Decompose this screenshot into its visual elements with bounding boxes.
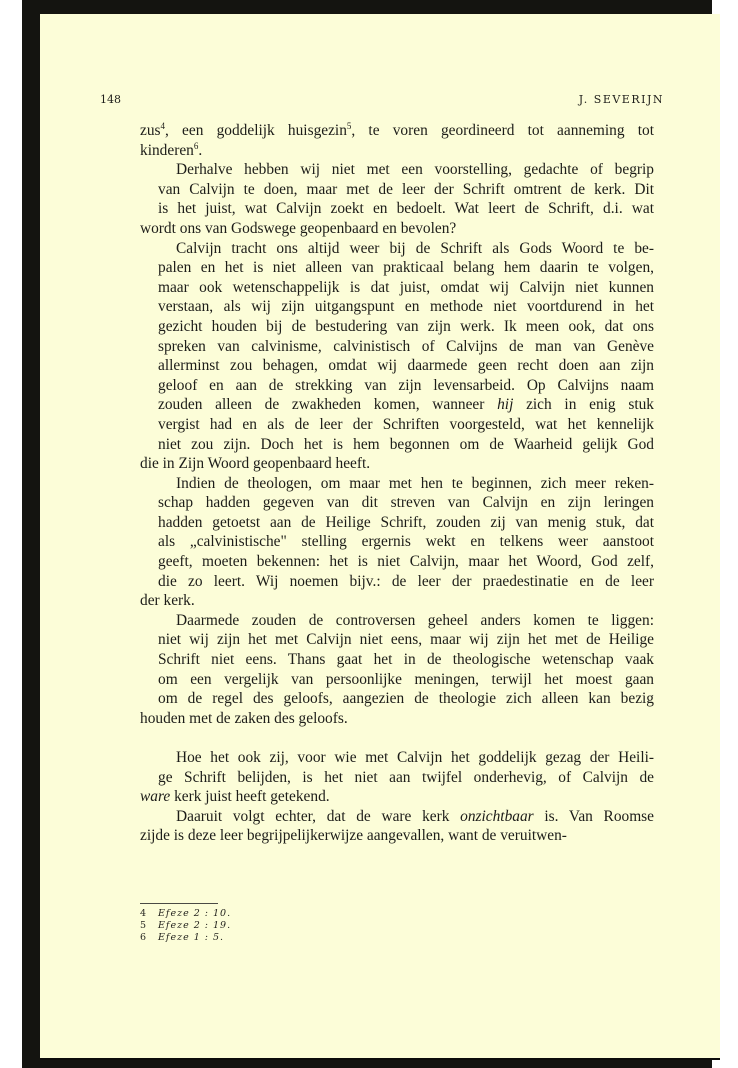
text-line: zus$^4$, een goddelijk huisgezin$^5$, te voren geordineerd tot aanneming tot (140, 121, 654, 139)
text-line: maar ook wetenschappelijk is dat juist, omdat wij Calvijn niet kunnen (158, 278, 654, 296)
text-line: wordt ons van Godswege geopenbaard en bevolen? (140, 219, 457, 237)
footnote-marker: 5 (346, 121, 352, 131)
footnote (140, 920, 340, 932)
text-line: hadden getoetst aan de Heilige Schrift, zouden zij van menig stuk, dat (158, 513, 654, 531)
text-line: zouden alleen de zwakheden komen, wanneer hij zich in enig stuk (158, 396, 654, 414)
body-text (140, 121, 654, 846)
text-line: niet zou zijn. Doch het is hem begonnen om de Waarheid gelijk God (158, 435, 654, 453)
paragraph (140, 239, 654, 474)
footnote-number: 6 (140, 932, 147, 943)
text-line: Daarmede zouden de controversen geheel anders komen te liggen: (176, 611, 654, 629)
paragraph (140, 611, 654, 729)
footnote-number: 5 (140, 920, 147, 931)
text-line: geloof en aan de strekking van zijn levensarbeid. Op Calvijns naam (158, 376, 654, 394)
text-line: Derhalve hebben wij niet met een voorstelling, gedachte of begrip (176, 161, 654, 179)
text-line: kinderen$^6$. (140, 140, 203, 159)
emphasis: ware (140, 788, 171, 806)
text-line: van Calvijn te doen, maar met de leer der Schrift omtrent de kerk. Dit (158, 180, 654, 198)
text-line: om de regel des geloofs, aangezien de theologie zich alleen kan bezig (158, 690, 654, 708)
running-head-author: J. SEVERIJN (578, 93, 664, 106)
text-line: Hoe het ook zij, voor wie met Calvijn het goddelijk gezag der Heili- (176, 749, 654, 766)
footnote-reference: Efeze 2 : 19. (158, 920, 232, 931)
text-line: ge Schrift belijden, is het niet aan twijfel onderhevig, of Calvijn de (158, 768, 654, 786)
paragraph (140, 160, 654, 238)
footnote-reference: Efeze 1 : 5. (158, 932, 225, 943)
footnote (140, 908, 340, 920)
text-line: Indien de theologen, om maar met hen te beginnen, zich meer reken- (176, 474, 654, 492)
text-line: ware kerk juist heeft getekend. (140, 788, 330, 806)
footnotes (140, 908, 340, 944)
paragraph (140, 807, 654, 846)
text-line: spreken van calvinisme, calvinistisch of Calvijns de man van Genève (158, 337, 654, 355)
page-number: 148 (100, 93, 121, 106)
text-line: als „calvinistische" stelling ergernis wekt en telkens weer aanstoot (158, 533, 654, 551)
text-line: Daaruit volgt echter, dat de ware kerk onzichtbaar is. Van Roomse (176, 807, 655, 825)
text-line: allerminst zou behagen, omdat wij daarmede geen recht doen aan zijn (158, 357, 654, 375)
text-line: om een vergelijk van persoonlijke meningen, terwijl het moest gaan (158, 670, 654, 688)
text-line: zijde is deze leer begrijpelijkerwijze aangevallen, want de veruitwen- (140, 827, 567, 845)
footnote-reference: Efeze 2 : 10. (158, 908, 232, 919)
text-line: houden met de zaken des geloofs. (140, 709, 348, 727)
text-line: schap hadden gegeven van dit streven van Calvijn en zijn leringen (158, 494, 654, 512)
footnote-number: 4 (140, 908, 147, 919)
paragraph (140, 474, 654, 611)
text-line: palen en het is niet alleen van prakticaal belang hem daarin te volgen, (158, 259, 654, 277)
running-head (100, 93, 664, 113)
text-line: Calvijn tracht ons altijd weer bij de Schrift als Gods Woord te be- (176, 239, 654, 257)
text-line: is het juist, wat Calvijn zoekt en bedoelt. Wat leert de Schrift, d.i. wat (158, 200, 654, 218)
text-line: geeft, moeten bekennen: het is niet Calvijn, maar het Woord, God zelf, (158, 553, 654, 571)
footnote (140, 932, 340, 944)
emphasis: hij (497, 396, 514, 414)
text-line: Schrift niet eens. Thans gaat het in de theologische wetenschap vaak (158, 651, 654, 669)
emphasis: onzichtbaar (460, 807, 534, 825)
text-line: der kerk. (140, 592, 195, 610)
text-line: gezicht houden bij de bestudering van zijn werk. Ik meen ook, dat ons (158, 317, 654, 335)
text-line: vergist had en als de leer der Schriften voorgesteld, wat het kennelijk (158, 415, 654, 433)
footnote-divider (140, 903, 218, 904)
paragraph (140, 748, 654, 807)
text-line: die zo leert. Wij noemen bijv.: de leer der praedestinatie en de leer (158, 572, 654, 590)
footnote-marker: 4 (160, 121, 166, 131)
footnote-marker: 6 (193, 140, 199, 151)
text-line: verstaan, als wij zijn uitgangspunt en methode niet voortdurend in het (158, 298, 654, 316)
text-line: die in Zijn Woord geopenbaard heeft. (140, 455, 371, 473)
text-line: niet wij zijn het met Calvijn niet eens, maar wij zijn het met de Heilige (158, 631, 654, 649)
paragraph (140, 121, 654, 160)
